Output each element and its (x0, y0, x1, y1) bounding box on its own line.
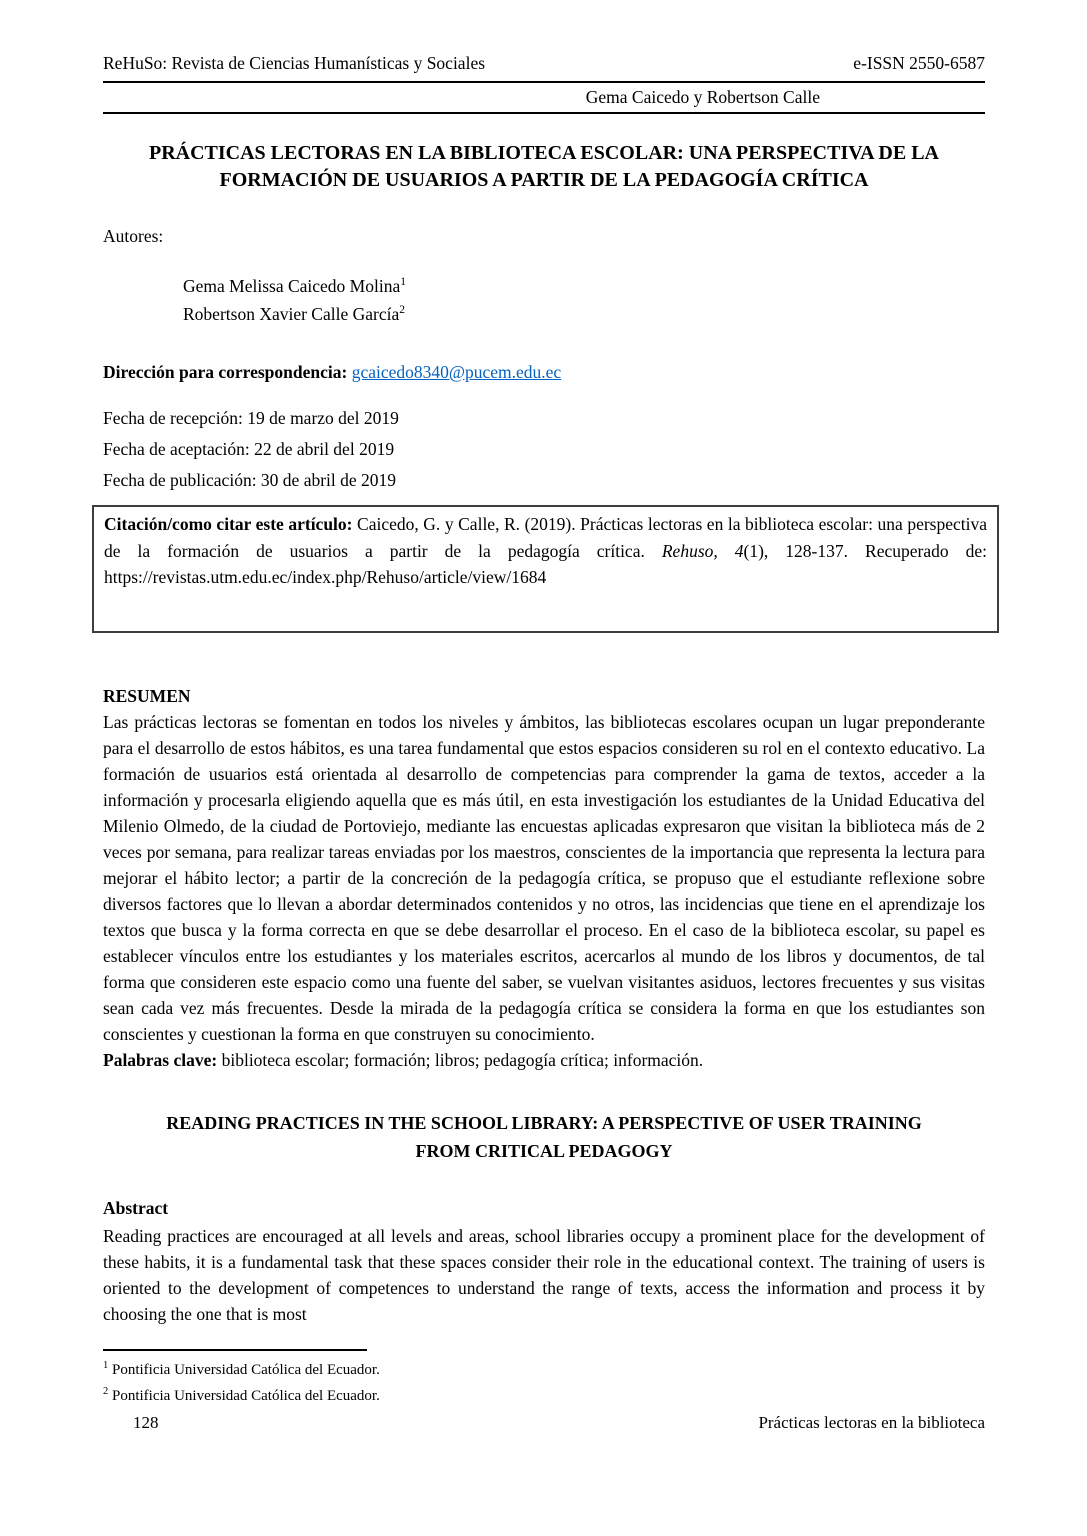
resumen-body: Las prácticas lectoras se fomentan en todos los niveles y ámbitos, las bibliotecas escolares ocupan un lugar preponderante para el desarrollo de estos hábitos, es una tarea fundamental que estos espacios consideren su rol en el contexto educativo. La formación de usuarios está orientada al desarrollo de competencias para comprender la gama de textos, acceder a la información y procesarla eligiendo aquella que es más útil, en esta investigación los estudiantes de la Unidad Educativa del Milenio Olmedo, de la ciudad de Portoviejo, mediante las encuestas aplicadas expresaron que visitan la biblioteca más de 2 veces por semana, para realizar tareas enviadas por los maestros, conscientes de la importancia que representa la lectura para mejorar el hábito lector; a partir de la concreción de la pedagogía crítica, se propuso que el estudiante reflexione sobre diversos factores que lo llevan a abordar determinados contenidos y no otros, las incidencias que tiene en el aprendizaje los textos que busca y la forma correcta en que se debe desarrollar el proceso. En el caso de la biblioteca escolar, su papel es establecer vínculos entre los estudiantes y los materiales escritos, acercarlos al mundo de los libros y documentos, de tal forma que consideren este espacio como una fuente del saber, se vuelvan visitantes asiduos, lectores frecuentes y sus visitas sean cada vez más frecuentes. Desde la mirada de la pedagogía crítica se considera la forma en que los estudiantes son conscientes y cuestionan la forma en que construyen su conocimiento. (103, 711, 985, 1044)
correspondence-label: Dirección para correspondencia: (103, 362, 348, 382)
keywords-label: Palabras clave: (103, 1049, 218, 1070)
correspondence-email-link[interactable]: gcaicedo8340@pucem.edu.ec (351, 362, 562, 382)
author-name: Gema Melissa Caicedo Molina (183, 276, 401, 296)
header-rule-top (103, 81, 985, 83)
citation-box (92, 505, 999, 633)
abstract-body: Reading practices are encouraged at all levels and areas, school libraries occupy a prominent place for the development of these habits, it is a fundamental task that these spaces consider their role in the educational context. The training of users is oriented to the development of competences to understand the range of texts, access the information and process it by choosing the one that is most (103, 1225, 985, 1324)
article-title-es: PRÁCTICAS LECTORAS EN LA BIBLIOTECA ESCOLAR: UNA PERSPECTIVA DE LA FORMACIÓN DE USUARIOS A PARTIR DE LA PEDAGOGÍA CRÍTICA (148, 142, 939, 191)
citation-label: Citación/como citar este artículo: (104, 514, 353, 534)
footnote (103, 1359, 985, 1382)
citation-journal-italic: Rehuso, 4 (661, 540, 744, 561)
footer-row (103, 1412, 985, 1434)
issn-label: e-ISSN 2550-6587 (853, 53, 985, 73)
citation-body-tail: (1), 128-137. Recuperado de: https://revistas.utm.edu.ec/index.php/Rehuso/article/view/1684 (104, 540, 987, 587)
page-footer (103, 1349, 985, 1434)
footnote (103, 1385, 985, 1408)
resumen-heading: RESUMEN (103, 685, 191, 706)
abstract-heading: Abstract (103, 1197, 169, 1218)
footnote-text: Pontificia Universidad Católica del Ecuador. (112, 1387, 380, 1404)
running-title: Prácticas lectoras en la biblioteca (758, 1412, 985, 1432)
author-name: Robertson Xavier Calle García (183, 304, 400, 324)
keywords-text: biblioteca escolar; formación; libros; pedagogía crítica; información. (221, 1049, 704, 1070)
author-line (103, 272, 985, 300)
date-published: Fecha de publicación: 30 de abril de 2019 (103, 470, 397, 490)
footnote-marker: 1 (103, 1359, 109, 1371)
article-title-en: READING PRACTICES IN THE SCHOOL LIBRARY: A PERSPECTIVE OF USER TRAINING FROM CRITICAL PEDAGOGY (166, 1112, 922, 1161)
journal-name: ReHuSo: Revista de Ciencias Humanísticas y Sociales (103, 53, 486, 73)
author-line (103, 300, 985, 328)
abstract-section (103, 1195, 985, 1327)
citation-body: Caicedo, G. y Calle, R. (2019). Prácticas lectoras en la biblioteca escolar: una perspectiva de la formación de usuarios a partir de la pedagogía crítica. (104, 514, 988, 561)
authors-block (103, 272, 985, 328)
page-number: 128 (133, 1412, 159, 1432)
footnote-marker: 2 (103, 1385, 109, 1397)
authors-label: Autores: (103, 226, 164, 246)
header-rule-bottom (103, 112, 985, 114)
keywords-line (103, 1047, 985, 1073)
resumen-section (103, 683, 985, 1073)
page-header (103, 52, 985, 114)
citation-text (104, 511, 987, 591)
date-accepted: Fecha de aceptación: 22 de abril del 2019 (103, 439, 395, 459)
correspondence-line (103, 360, 985, 384)
footnote-separator (103, 1349, 367, 1351)
running-authors: Gema Caicedo y Robertson Calle (585, 87, 820, 107)
footnote-text: Pontificia Universidad Católica del Ecuador. (112, 1361, 380, 1378)
author-footnote-ref: 1 (400, 276, 406, 289)
author-footnote-ref: 2 (399, 304, 405, 317)
running-authors-row (103, 85, 985, 109)
date-received: Fecha de recepción: 19 de marzo del 2019 (103, 408, 399, 428)
dates-block (103, 408, 985, 490)
header-top-row (103, 52, 985, 74)
